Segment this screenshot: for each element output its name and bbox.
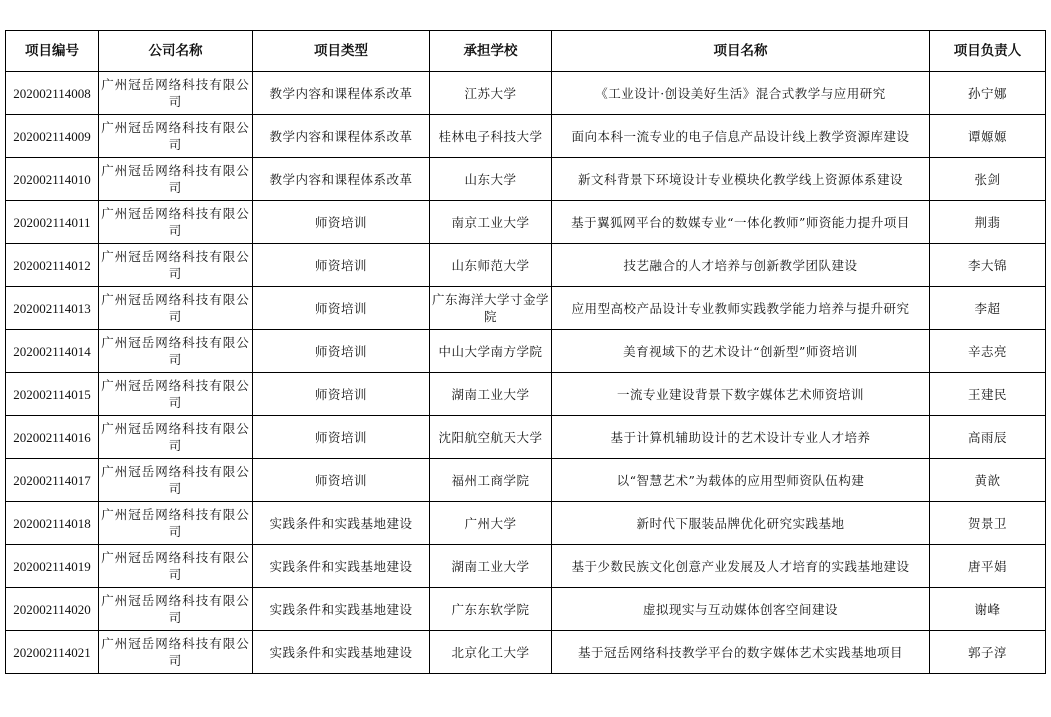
cell-project-type: 师资培训 bbox=[253, 373, 430, 416]
cell-project-name: 面向本科一流专业的电子信息产品设计线上教学资源库建设 bbox=[552, 115, 930, 158]
cell-project-leader: 高雨辰 bbox=[930, 416, 1046, 459]
table-row bbox=[6, 631, 1046, 674]
cell-school: 北京化工大学 bbox=[430, 631, 552, 674]
cell-project-type: 实践条件和实践基地建设 bbox=[253, 545, 430, 588]
cell-project-type: 实践条件和实践基地建设 bbox=[253, 502, 430, 545]
table-row bbox=[6, 459, 1046, 502]
cell-project-type: 师资培训 bbox=[253, 244, 430, 287]
cell-project-code: 202002114009 bbox=[6, 115, 99, 158]
cell-project-code: 202002114017 bbox=[6, 459, 99, 502]
cell-project-leader: 谭嫄嫄 bbox=[930, 115, 1046, 158]
cell-project-leader: 张剑 bbox=[930, 158, 1046, 201]
cell-project-type: 教学内容和课程体系改革 bbox=[253, 158, 430, 201]
cell-company-name: 广州冠岳网络科技有限公司 bbox=[99, 158, 253, 201]
cell-company-name: 广州冠岳网络科技有限公司 bbox=[99, 416, 253, 459]
cell-project-type: 实践条件和实践基地建设 bbox=[253, 631, 430, 674]
project-table bbox=[5, 30, 1046, 674]
cell-company-name: 广州冠岳网络科技有限公司 bbox=[99, 115, 253, 158]
table-row bbox=[6, 244, 1046, 287]
table-row bbox=[6, 72, 1046, 115]
cell-project-leader: 孙宁娜 bbox=[930, 72, 1046, 115]
cell-project-name: 美育视域下的艺术设计“创新型”师资培训 bbox=[552, 330, 930, 373]
header-project-name: 项目名称 bbox=[552, 31, 930, 72]
cell-project-code: 202002114008 bbox=[6, 72, 99, 115]
cell-project-leader: 王建民 bbox=[930, 373, 1046, 416]
cell-project-code: 202002114014 bbox=[6, 330, 99, 373]
cell-project-leader: 辛志亮 bbox=[930, 330, 1046, 373]
cell-project-name: 基于翼狐网平台的数媒专业“一体化教师”师资能力提升项目 bbox=[552, 201, 930, 244]
header-project-leader: 项目负责人 bbox=[930, 31, 1046, 72]
cell-school: 广东东软学院 bbox=[430, 588, 552, 631]
table-row bbox=[6, 373, 1046, 416]
cell-project-type: 师资培训 bbox=[253, 330, 430, 373]
cell-project-name: 技艺融合的人才培养与创新教学团队建设 bbox=[552, 244, 930, 287]
cell-company-name: 广州冠岳网络科技有限公司 bbox=[99, 502, 253, 545]
table-row bbox=[6, 416, 1046, 459]
table-row bbox=[6, 545, 1046, 588]
cell-project-type: 师资培训 bbox=[253, 459, 430, 502]
cell-school: 山东师范大学 bbox=[430, 244, 552, 287]
cell-project-type: 教学内容和课程体系改革 bbox=[253, 115, 430, 158]
cell-project-code: 202002114013 bbox=[6, 287, 99, 330]
cell-project-type: 师资培训 bbox=[253, 287, 430, 330]
cell-company-name: 广州冠岳网络科技有限公司 bbox=[99, 545, 253, 588]
cell-project-type: 师资培训 bbox=[253, 201, 430, 244]
table-row bbox=[6, 502, 1046, 545]
header-project-code: 项目编号 bbox=[6, 31, 99, 72]
cell-project-code: 202002114019 bbox=[6, 545, 99, 588]
cell-project-name: 基于少数民族文化创意产业发展及人才培育的实践基地建设 bbox=[552, 545, 930, 588]
cell-company-name: 广州冠岳网络科技有限公司 bbox=[99, 287, 253, 330]
cell-project-code: 202002114018 bbox=[6, 502, 99, 545]
cell-project-leader: 李超 bbox=[930, 287, 1046, 330]
cell-project-code: 202002114016 bbox=[6, 416, 99, 459]
cell-school: 桂林电子科技大学 bbox=[430, 115, 552, 158]
cell-company-name: 广州冠岳网络科技有限公司 bbox=[99, 201, 253, 244]
table-row bbox=[6, 588, 1046, 631]
cell-project-type: 师资培训 bbox=[253, 416, 430, 459]
cell-school: 广东海洋大学寸金学院 bbox=[430, 287, 552, 330]
cell-school: 南京工业大学 bbox=[430, 201, 552, 244]
cell-project-code: 202002114012 bbox=[6, 244, 99, 287]
cell-project-code: 202002114011 bbox=[6, 201, 99, 244]
cell-school: 湖南工业大学 bbox=[430, 545, 552, 588]
project-table-container bbox=[5, 30, 1046, 674]
cell-school: 江苏大学 bbox=[430, 72, 552, 115]
cell-company-name: 广州冠岳网络科技有限公司 bbox=[99, 373, 253, 416]
cell-project-name: 虚拟现实与互动媒体创客空间建设 bbox=[552, 588, 930, 631]
cell-project-leader: 郭子淳 bbox=[930, 631, 1046, 674]
cell-school: 广州大学 bbox=[430, 502, 552, 545]
cell-school: 福州工商学院 bbox=[430, 459, 552, 502]
cell-project-code: 202002114015 bbox=[6, 373, 99, 416]
table-row bbox=[6, 158, 1046, 201]
cell-project-leader: 荆翡 bbox=[930, 201, 1046, 244]
cell-project-name: 《工业设计·创设美好生活》混合式教学与应用研究 bbox=[552, 72, 930, 115]
cell-company-name: 广州冠岳网络科技有限公司 bbox=[99, 72, 253, 115]
table-row bbox=[6, 201, 1046, 244]
cell-company-name: 广州冠岳网络科技有限公司 bbox=[99, 330, 253, 373]
cell-project-code: 202002114021 bbox=[6, 631, 99, 674]
cell-project-code: 202002114020 bbox=[6, 588, 99, 631]
cell-company-name: 广州冠岳网络科技有限公司 bbox=[99, 244, 253, 287]
cell-project-name: 一流专业建设背景下数字媒体艺术师资培训 bbox=[552, 373, 930, 416]
cell-company-name: 广州冠岳网络科技有限公司 bbox=[99, 588, 253, 631]
table-body bbox=[6, 72, 1046, 674]
cell-project-leader: 谢峰 bbox=[930, 588, 1046, 631]
cell-company-name: 广州冠岳网络科技有限公司 bbox=[99, 459, 253, 502]
cell-school: 山东大学 bbox=[430, 158, 552, 201]
cell-school: 湖南工业大学 bbox=[430, 373, 552, 416]
table-row bbox=[6, 115, 1046, 158]
cell-project-leader: 唐平娟 bbox=[930, 545, 1046, 588]
header-project-type: 项目类型 bbox=[253, 31, 430, 72]
cell-project-type: 教学内容和课程体系改革 bbox=[253, 72, 430, 115]
cell-project-name: 新时代下服装品牌优化研究实践基地 bbox=[552, 502, 930, 545]
cell-school: 中山大学南方学院 bbox=[430, 330, 552, 373]
cell-project-leader: 黄歆 bbox=[930, 459, 1046, 502]
header-company-name: 公司名称 bbox=[99, 31, 253, 72]
cell-project-name: 新文科背景下环境设计专业模块化教学线上资源体系建设 bbox=[552, 158, 930, 201]
cell-project-code: 202002114010 bbox=[6, 158, 99, 201]
cell-project-name: 应用型高校产品设计专业教师实践教学能力培养与提升研究 bbox=[552, 287, 930, 330]
table-row bbox=[6, 330, 1046, 373]
cell-school: 沈阳航空航天大学 bbox=[430, 416, 552, 459]
cell-project-leader: 李大锦 bbox=[930, 244, 1046, 287]
cell-project-name: 基于冠岳网络科技教学平台的数字媒体艺术实践基地项目 bbox=[552, 631, 930, 674]
cell-project-leader: 贺景卫 bbox=[930, 502, 1046, 545]
header-school: 承担学校 bbox=[430, 31, 552, 72]
table-header-row bbox=[6, 31, 1046, 72]
cell-project-name: 以“智慧艺术”为载体的应用型师资队伍构建 bbox=[552, 459, 930, 502]
cell-project-type: 实践条件和实践基地建设 bbox=[253, 588, 430, 631]
cell-project-name: 基于计算机辅助设计的艺术设计专业人才培养 bbox=[552, 416, 930, 459]
cell-company-name: 广州冠岳网络科技有限公司 bbox=[99, 631, 253, 674]
table-row bbox=[6, 287, 1046, 330]
